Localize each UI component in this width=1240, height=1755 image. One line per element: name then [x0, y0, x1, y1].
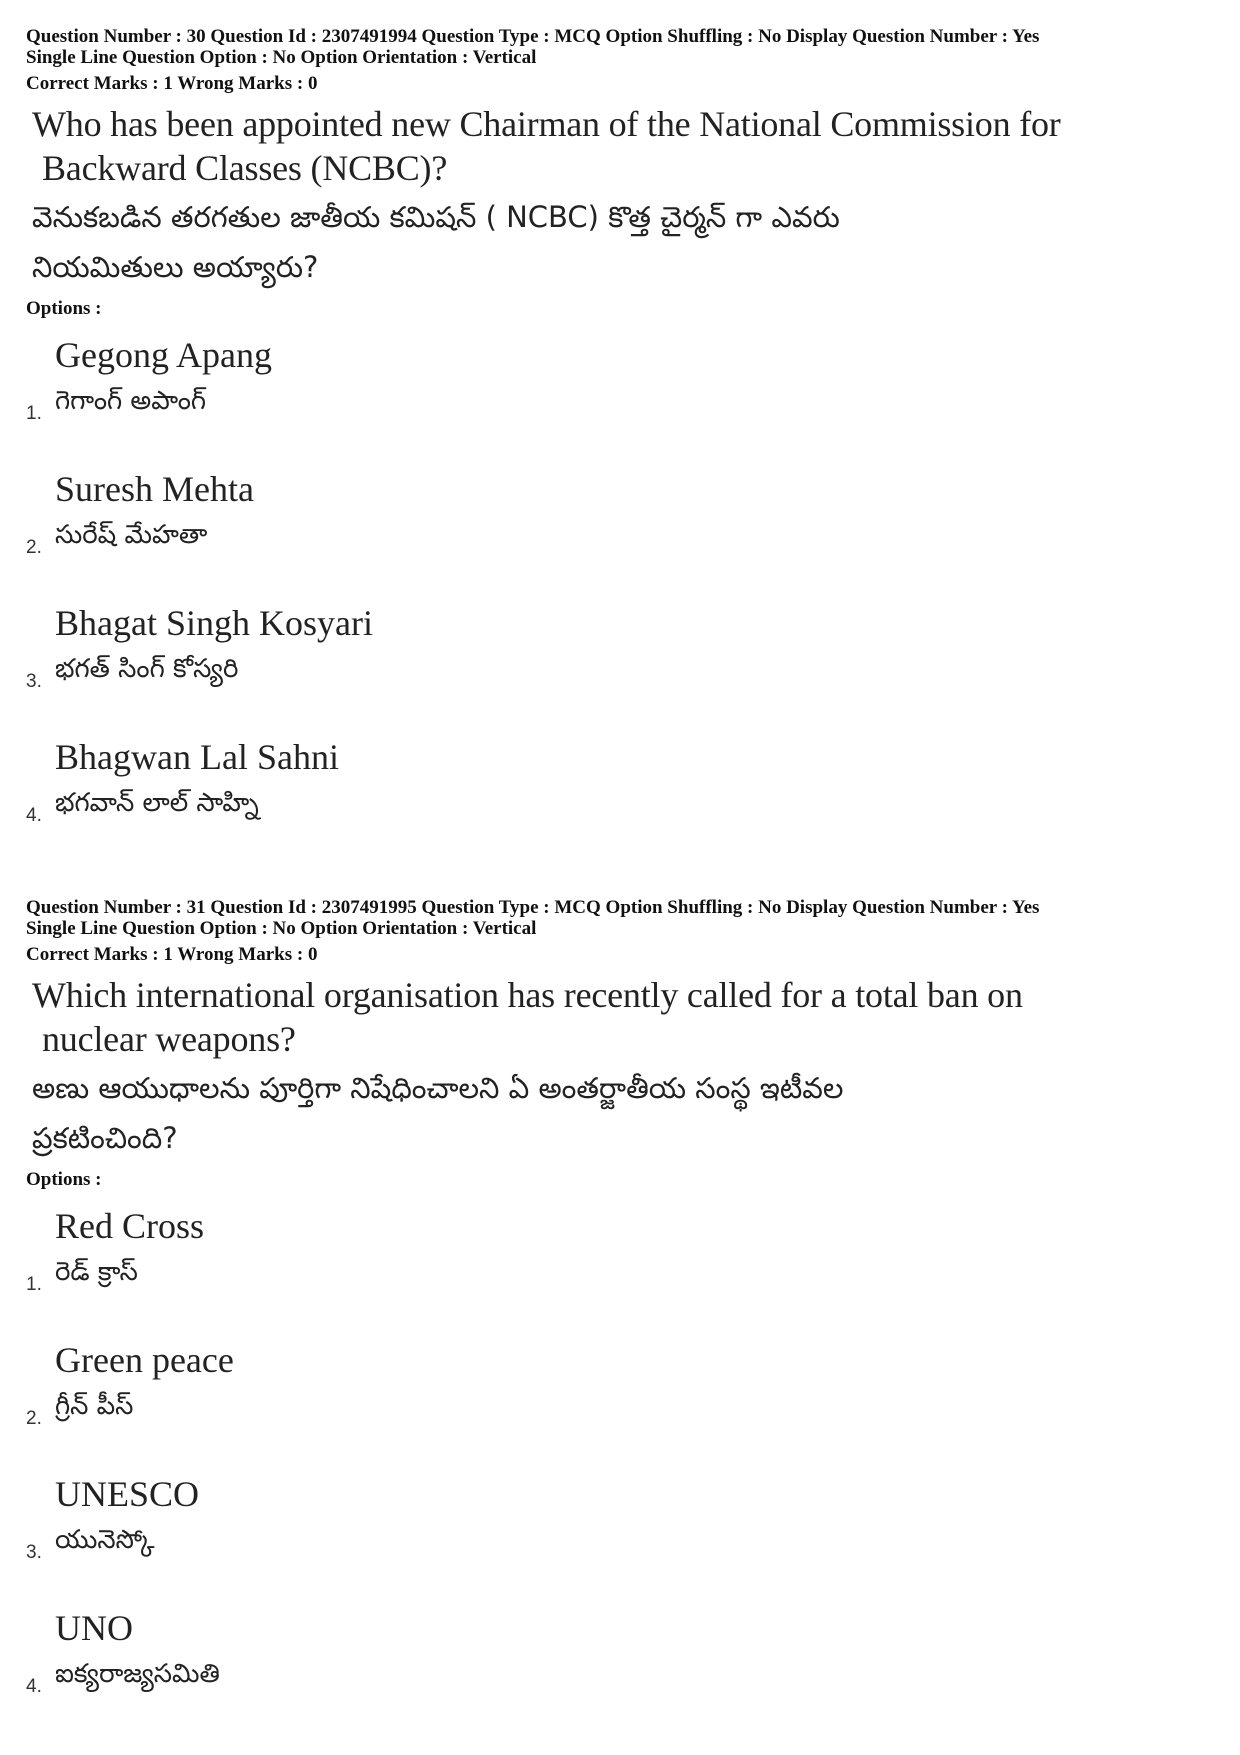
option-number: 1.: [26, 1274, 42, 1295]
option-translation: గ్రీన్ పీస్: [55, 1391, 134, 1421]
question-block-31: [26, 897, 1216, 1727]
question-text-line2: nuclear weapons?: [42, 1019, 296, 1059]
option-text: Bhagat Singh Kosyari: [55, 603, 373, 643]
option-number: 1.: [26, 403, 42, 424]
option-1: [26, 1191, 1216, 1325]
option-4: [26, 1593, 1216, 1727]
question-text-line1: Who has been appointed new Chairman of the National Commission for: [32, 104, 1061, 144]
option-2: [26, 1325, 1216, 1459]
option-4: [26, 722, 1216, 856]
question-translation-line2: ప్రకటించింది?: [32, 1121, 178, 1155]
option-text: Green peace: [55, 1340, 234, 1380]
option-3: [26, 588, 1216, 722]
option-translation: భగవాన్ లాల్ సాహ్ని: [55, 788, 259, 818]
options-list: [26, 320, 1216, 856]
option-text: UNO: [55, 1608, 133, 1648]
option-number: 2.: [26, 1408, 42, 1429]
option-translation: సురేష్ మేహతా: [55, 520, 208, 550]
question-text-line1: Which international organisation has recently called for a total ban on: [32, 975, 1023, 1015]
option-2: [26, 454, 1216, 588]
option-number: 2.: [26, 537, 42, 558]
option-text: Bhagwan Lal Sahni: [55, 737, 339, 777]
question-marks: Correct Marks : 1 Wrong Marks : 0: [26, 944, 318, 965]
option-text: Suresh Mehta: [55, 469, 254, 509]
option-translation: ఐక్యరాజ్యసమితి: [55, 1659, 220, 1689]
option-number: 4.: [26, 1676, 42, 1697]
question-meta-line2: Single Line Question Option : No Option Orientation : Vertical: [26, 918, 537, 939]
question-marks: Correct Marks : 1 Wrong Marks : 0: [26, 73, 318, 94]
question-meta-line1: Question Number : 31 Question Id : 2307491995 Question Type : MCQ Option Shuffling : No Display Question Number : Yes: [26, 897, 1040, 918]
option-translation: భగత్ సింగ్ కోస్యరి: [55, 654, 239, 684]
option-translation: గెగాంగ్ అపాంగ్: [55, 386, 207, 416]
question-meta-line1: Question Number : 30 Question Id : 2307491994 Question Type : MCQ Option Shuffling : No Display Question Number : Yes: [26, 26, 1040, 47]
question-translation: [32, 192, 1216, 292]
question-translation-line1: అణు ఆయుధాలను పూర్తిగా నిషేధించాలని ఏ అంతర్జాతీయ సంస్థ ఇటీవల: [32, 1071, 844, 1105]
question-text-line2: Backward Classes (NCBC)?: [42, 148, 448, 188]
option-text: Gegong Apang: [55, 335, 272, 375]
option-1: [26, 320, 1216, 454]
options-list: [26, 1191, 1216, 1727]
question-translation-line2: నియమితులు అయ్యారు?: [32, 250, 319, 284]
question-block-30: [26, 26, 1216, 856]
option-3: [26, 1459, 1216, 1593]
option-number: 4.: [26, 805, 42, 826]
question-meta: [26, 26, 1216, 68]
option-number: 3.: [26, 671, 42, 692]
option-text: Red Cross: [55, 1206, 205, 1246]
question-meta: [26, 897, 1216, 939]
option-translation: యునెస్కో: [55, 1525, 155, 1555]
options-label: Options :: [26, 1169, 102, 1190]
question-text: [32, 973, 1216, 1061]
option-translation: రెడ్ క్రాస్: [55, 1257, 138, 1287]
question-meta-line2: Single Line Question Option : No Option Orientation : Vertical: [26, 47, 537, 68]
question-text: [32, 102, 1216, 190]
option-text: UNESCO: [55, 1474, 200, 1514]
option-number: 3.: [26, 1542, 42, 1563]
options-label: Options :: [26, 298, 102, 319]
question-translation: [32, 1063, 1216, 1163]
question-translation-line1: వెనుకబడిన తరగతుల జాతీయ కమిషన్ ( NCBC) కొత్త చైర్మన్ గా ఎవరు: [32, 200, 840, 234]
